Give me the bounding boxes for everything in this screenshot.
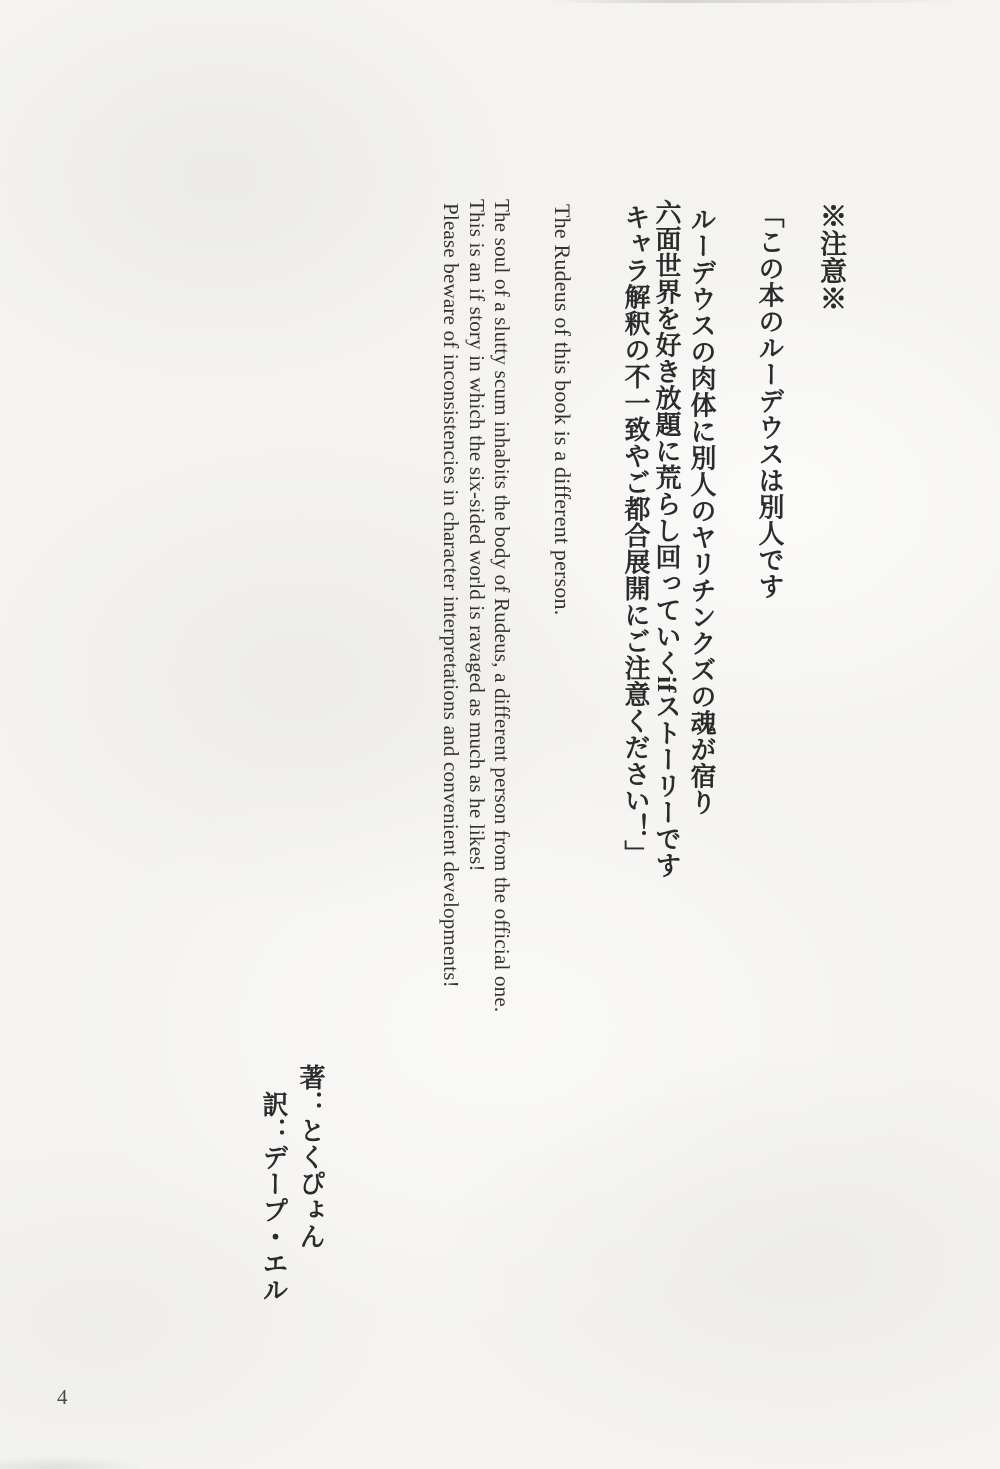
english-summary-line: The Rudeus of this book is a different person. [550,204,575,616]
notice-quote-line-1: 「この本のルーデウスは別人です [755,202,784,600]
page-number: 4 [57,1385,68,1409]
notice-header: ※注意※ [816,202,846,312]
english-translation-line-3: Please beware of inconsistencies in character interpretations and convenient developments! [439,203,463,988]
scan-edge-artifact [550,0,970,3]
notice-quote-line-4: キャラ解釈の不一致やご都合展開にご注意ください！」 [621,204,650,867]
scan-smudge-artifact [0,1443,180,1469]
notice-quote-line-2: ルーデウスの肉体に別人のヤリチンクズの魂が宿り [687,206,716,816]
english-translation-line-2: This is an if story in which the six-sided world is ravaged as much as he likes! [465,199,489,872]
notice-quote-line-3: 六面世界を好き放題に荒らし回っていくifストーリーです [652,199,681,879]
english-translation-line-1: The soul of a slutty scum inhabits the body of Rudeus, a different person from the official one. [490,199,514,1013]
credit-author: 著：とくぴょん [296,1064,325,1250]
credit-translator: 訳：デープ・エル [259,1091,288,1303]
